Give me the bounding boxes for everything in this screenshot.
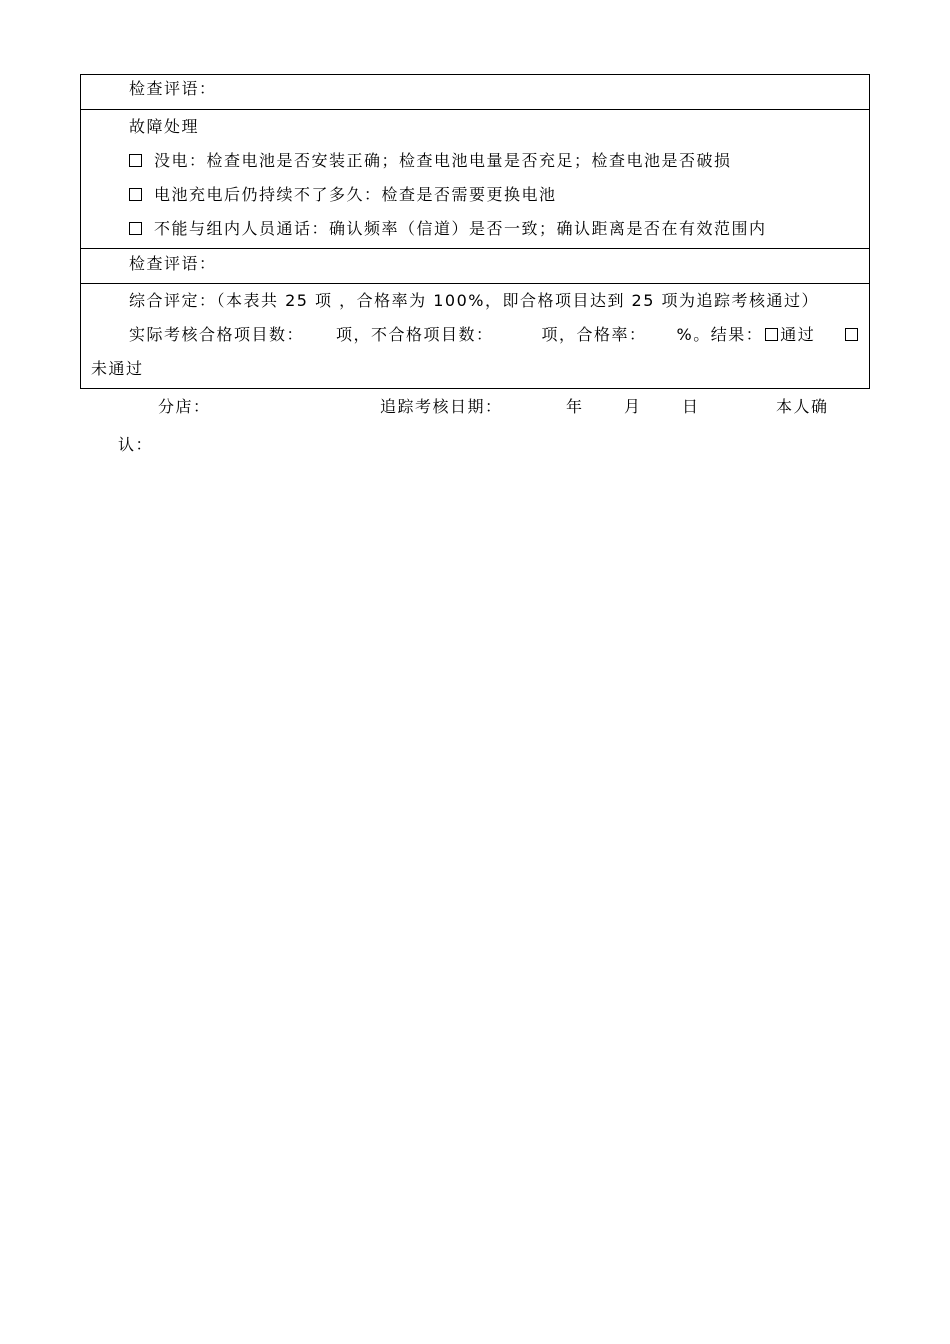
- result-label: %。结果：: [676, 325, 764, 344]
- fail-checkbox[interactable]: [845, 328, 858, 341]
- actual-pass-count-label: 实际考核合格项目数：: [129, 325, 305, 344]
- date-month: 月: [624, 397, 642, 416]
- summary-evaluation: 综合评定：（本表共 25 项 ，合格率为 100%，即合格项目达到 25 项为追踪考核通过）: [129, 291, 819, 310]
- fault-item-3: [81, 214, 869, 248]
- self-confirm-label-cont: 认：: [118, 435, 154, 454]
- summary-actual-line: [81, 320, 869, 354]
- fault-item-3-text: 不能与组内人员通话：确认频率（信道）是否一致；确认距离是否在有效范围内: [154, 219, 767, 238]
- comment-label-2: 检查评语：: [129, 254, 217, 273]
- fault-item-2: [81, 180, 869, 214]
- fault-item-1-checkbox[interactable]: [129, 154, 142, 167]
- comment-row-2: [81, 249, 870, 284]
- fault-item-1: [81, 146, 869, 180]
- summary-row: [81, 284, 870, 389]
- fault-handling-title: 故障处理: [129, 117, 200, 136]
- inspection-form-table: [80, 74, 870, 389]
- fault-item-2-text: 电池充电后仍持续不了多久：检查是否需要更换电池: [154, 185, 557, 204]
- pass-label: 通过: [780, 325, 816, 344]
- fault-item-2-checkbox[interactable]: [129, 188, 142, 201]
- pass-checkbox[interactable]: [765, 328, 778, 341]
- date-year: 年: [566, 397, 584, 416]
- fault-handling-row: [81, 110, 870, 249]
- self-confirm-label: 本人确: [776, 397, 829, 416]
- fail-label: 未通过: [91, 359, 144, 378]
- fail-count-label: 项，不合格项目数：: [336, 325, 494, 344]
- comment-row-1: [81, 75, 870, 110]
- tracking-date-label: 追踪考核日期：: [380, 397, 503, 416]
- pass-rate-label: 项，合格率：: [541, 325, 647, 344]
- date-day: 日: [682, 397, 700, 416]
- fault-item-1-text: 没电：检查电池是否安装正确；检查电池电量是否充足；检查电池是否破损: [154, 151, 732, 170]
- fail-label-line: [81, 354, 869, 388]
- comment-label-1: 检查评语：: [129, 79, 217, 98]
- fault-item-3-checkbox[interactable]: [129, 222, 142, 235]
- branch-label: 分店：: [158, 397, 211, 416]
